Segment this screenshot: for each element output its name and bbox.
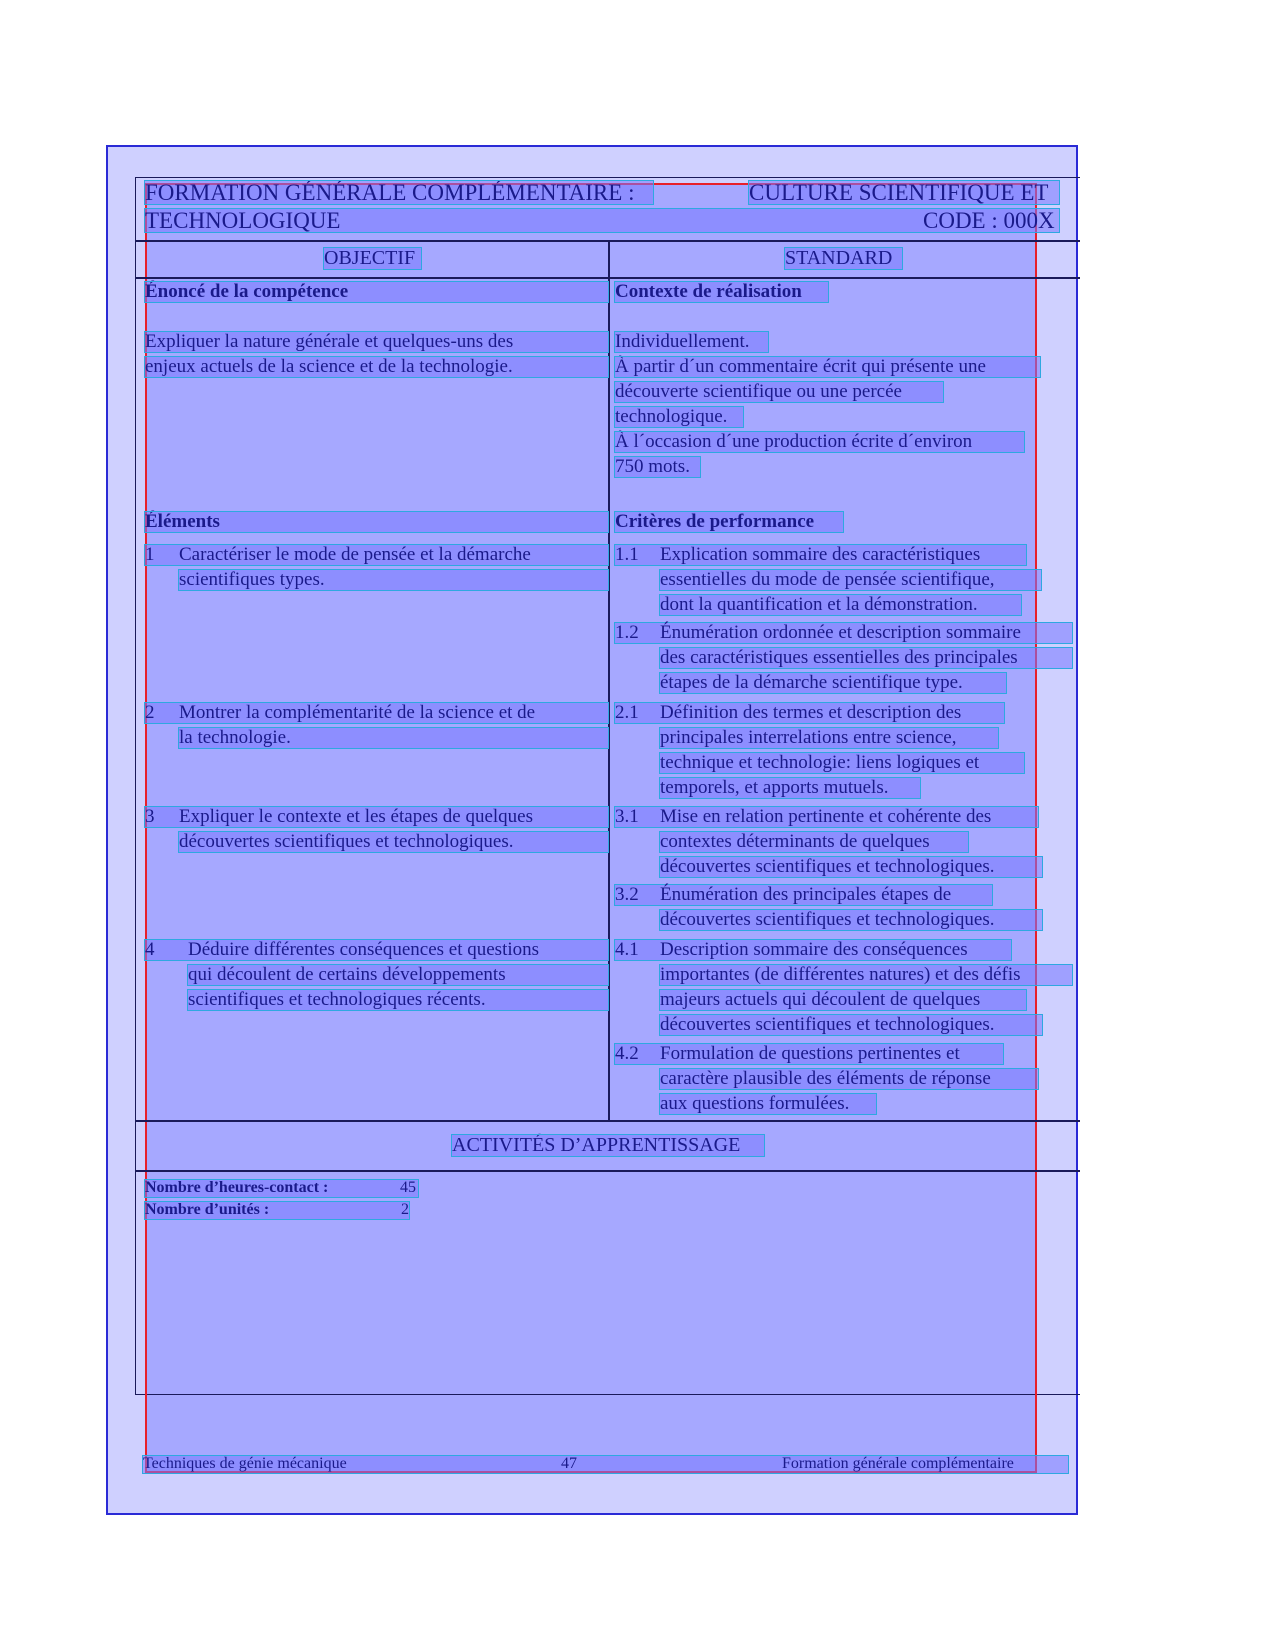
table-bottom-divider (135, 1120, 1080, 1122)
criterion-line: contextes déterminants de quelques (660, 832, 968, 852)
criterion-number: 4.2 (615, 1044, 1003, 1064)
activities-divider (135, 1170, 1080, 1172)
header-title-left: FORMATION GÉNÉRALE COMPLÉMENTAIRE : (145, 181, 653, 204)
element-number: 3 (145, 807, 608, 827)
footer-left: Techniques de génie mécanique (143, 1455, 347, 1472)
element-number: 1 (145, 545, 608, 565)
criterion-line: Mise en relation pertinente et cohérente des (660, 806, 992, 827)
column-heading-standard: STANDARD (785, 248, 902, 269)
context-line: 750 mots. (615, 457, 700, 477)
competence-heading: Énoncé de la compétence (145, 282, 608, 302)
criterion-line: découvertes scientifiques et technologiques. (660, 857, 1042, 877)
criterion-number: 1.2 (615, 623, 1072, 643)
criterion-line: dont la quantification et la démonstration. (660, 595, 1021, 615)
footer-right: Formation générale complémentaire (782, 1455, 1014, 1472)
element-line: Montrer la complémentarité de la science et de (179, 702, 536, 723)
element-number: 4 (145, 940, 608, 960)
competence-line: Expliquer la nature générale et quelques-uns des (145, 332, 608, 352)
element-line: scientifiques et technologiques récents. (188, 990, 608, 1010)
element-line: Caractériser le mode de pensée et la démarche (179, 544, 531, 565)
competence-line: enjeux actuels de la science et de la technologie. (145, 357, 608, 377)
criterion-line: Énumération ordonnée et description sommaire (660, 622, 1021, 643)
context-line: À partir d´un commentaire écrit qui présente une (615, 357, 1040, 377)
criterion-line: temporels, et apports mutuels. (660, 778, 920, 798)
criterion-line: Description sommaire des conséquences (660, 939, 968, 960)
criterion-line: caractère plausible des éléments de réponse (660, 1069, 1038, 1089)
criterion-line: Définition des termes et description des (660, 702, 962, 723)
hours-value: 45 (400, 1179, 416, 1196)
criterion-number: 1.1 (615, 545, 1026, 565)
element-line: la technologie. (179, 728, 608, 748)
element-line: qui découlent de certains développements (188, 965, 608, 985)
hours-label: Nombre d’heures-contact : (145, 1180, 418, 1197)
context-line: Individuellement. (615, 332, 768, 352)
element-number: 2 (145, 703, 608, 723)
units-label: Nombre d’unités : (145, 1202, 409, 1219)
criterion-line: Énumération des principales étapes de (660, 884, 952, 905)
context-line: À l´occasion d´une production écrite d´environ (615, 432, 1024, 452)
criterion-line: des caractéristiques essentielles des principales (660, 648, 1072, 668)
element-line: découvertes scientifiques et technologiques. (179, 832, 608, 852)
course-code: CODE : 000X (923, 208, 1055, 233)
activities-title: ACTIVITÉS D’APPRENTISSAGE (452, 1135, 764, 1156)
criterion-line: principales interrelations entre science, (660, 728, 998, 748)
criterion-line: aux questions formulées. (660, 1094, 876, 1114)
element-line: Expliquer le contexte et les étapes de quelques (179, 806, 534, 827)
criterion-line: essentielles du mode de pensée scientifique, (660, 570, 1041, 590)
criterion-line: étapes de la démarche scientifique type. (660, 673, 1006, 693)
page-number: 47 (561, 1455, 577, 1472)
criterion-line: Explication sommaire des caractéristiques (660, 544, 981, 565)
header-title-right: CULTURE SCIENTIFIQUE ET (749, 181, 1059, 204)
criterion-line: technique et technologie: liens logiques et (660, 753, 1024, 773)
criterion-line: découvertes scientifiques et technologiques. (660, 910, 1042, 930)
criterion-number: 3.1 (615, 807, 1038, 827)
criterion-number: 3.2 (615, 885, 992, 905)
header-subtitle-left: TECHNOLOGIQUE (145, 209, 1059, 232)
context-line: découverte scientifique ou une percée (615, 382, 943, 402)
column-separator (608, 240, 610, 1120)
criteria-heading: Critères de performance (615, 512, 843, 532)
criterion-line: importantes (de différentes natures) et des défis (660, 965, 1072, 985)
criterion-number: 2.1 (615, 703, 1004, 723)
criterion-line: majeurs actuels qui découlent de quelques (660, 990, 1026, 1010)
units-value: 2 (401, 1201, 409, 1218)
criterion-line: découvertes scientifiques et technologiques. (660, 1015, 1042, 1035)
elements-heading: Éléments (145, 512, 608, 532)
context-heading: Contexte de réalisation (615, 282, 828, 302)
element-line: scientifiques types. (179, 570, 608, 590)
criterion-number: 4.1 (615, 940, 1011, 960)
criterion-line: Formulation de questions pertinentes et (660, 1043, 960, 1064)
column-heading-objectif: OBJECTIF (324, 248, 421, 269)
element-line: Déduire différentes conséquences et questions (188, 939, 540, 960)
context-line: technologique. (615, 407, 743, 427)
